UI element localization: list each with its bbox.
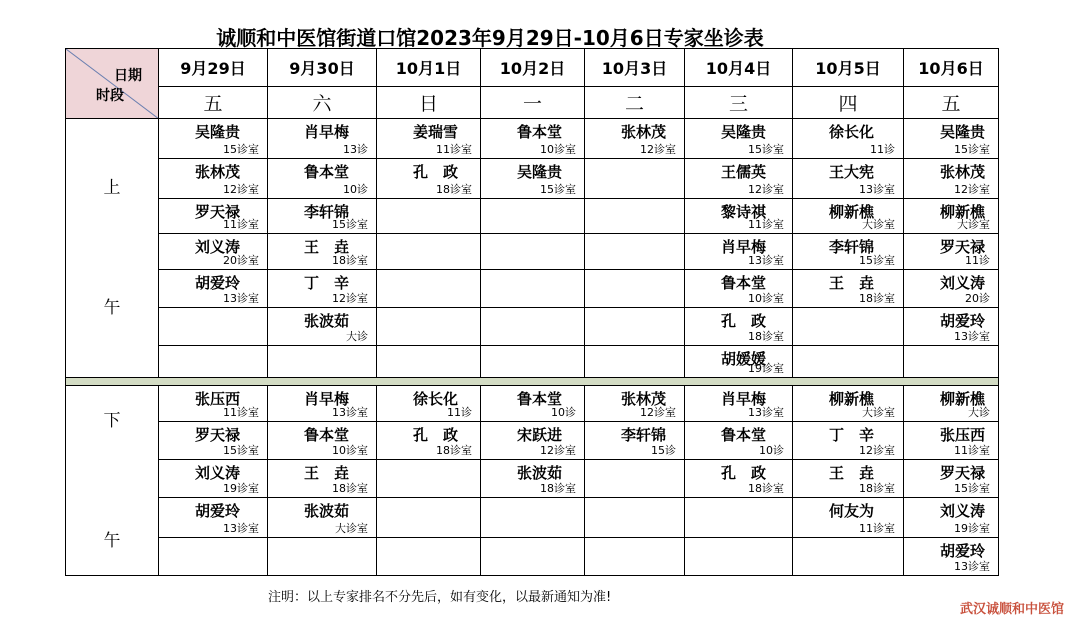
- period-divider: [66, 378, 999, 386]
- doctor-name: 胡爱玲: [940, 542, 986, 560]
- schedule-cell: [481, 346, 585, 378]
- room-label: 12诊室: [748, 183, 784, 196]
- weekday-header: 二: [585, 87, 685, 119]
- schedule-cell: [377, 538, 481, 576]
- schedule-cell: [268, 119, 377, 159]
- weekday-header: 日: [377, 87, 481, 119]
- schedule-cell: [268, 538, 377, 576]
- schedule-cell: [159, 119, 268, 159]
- room-label: 15诊室: [223, 143, 259, 156]
- afternoon-row: [66, 460, 999, 498]
- schedule-cell: [268, 422, 377, 460]
- doctor-name: 张压西: [940, 426, 986, 444]
- doctor-name: 肖早梅: [721, 390, 767, 408]
- schedule-cell: [585, 308, 685, 346]
- room-label: 20诊室: [223, 254, 259, 267]
- schedule-cell: [904, 199, 999, 234]
- schedule-cell: [377, 159, 481, 199]
- schedule-cell: [159, 498, 268, 538]
- doctor-name: 丁 辛: [304, 274, 350, 292]
- doctor-name: 宋跃进: [517, 426, 563, 444]
- schedule-cell: [904, 119, 999, 159]
- doctor-name: 张波茹: [304, 502, 350, 520]
- doctor-name: 张波茹: [517, 464, 563, 482]
- room-label: 13诊室: [332, 406, 368, 419]
- schedule-cell: [793, 346, 904, 378]
- schedule-cell: [377, 199, 481, 234]
- schedule-cell: [904, 460, 999, 498]
- period-text: 下 午: [103, 410, 121, 551]
- period-axis-label: 时段: [96, 88, 124, 104]
- doctor-name: 王 垚: [304, 238, 350, 256]
- doctor-name: 刘义涛: [195, 464, 241, 482]
- schedule-cell: [268, 199, 377, 234]
- doctor-name: 鲁本堂: [721, 426, 767, 444]
- room-label: 12诊室: [540, 444, 576, 457]
- schedule-cell: [793, 386, 904, 422]
- doctor-name: 张林茂: [621, 390, 667, 408]
- schedule-cell: [585, 386, 685, 422]
- doctor-name: 王儒英: [721, 163, 767, 181]
- schedule-cell: [793, 498, 904, 538]
- doctor-name: 何友为: [829, 502, 875, 520]
- schedule-cell: [904, 308, 999, 346]
- room-label: 12诊室: [954, 183, 990, 196]
- doctor-name: 胡爱玲: [940, 312, 986, 330]
- doctor-name: 王 垚: [304, 464, 350, 482]
- doctor-name: 张波茹: [304, 312, 350, 330]
- room-label: 大诊室: [335, 522, 368, 535]
- room-label: 18诊室: [748, 482, 784, 495]
- schedule-cell: [793, 460, 904, 498]
- doctor-name: 孔 政: [413, 163, 459, 181]
- schedule-cell: [268, 386, 377, 422]
- room-label: 15诊室: [859, 254, 895, 267]
- schedule-cell: [377, 346, 481, 378]
- room-label: 11诊: [447, 406, 472, 419]
- schedule-cell: [377, 386, 481, 422]
- afternoon-row: [66, 498, 999, 538]
- room-label: 10诊: [759, 444, 784, 457]
- doctor-name: 黎诗祺: [721, 203, 767, 221]
- schedule-cell: [481, 159, 585, 199]
- room-label: 13诊室: [748, 254, 784, 267]
- room-label: 19诊室: [223, 482, 259, 495]
- morning-row: [66, 234, 999, 270]
- room-label: 15诊室: [954, 143, 990, 156]
- afternoon-row: [66, 386, 999, 422]
- date-axis-label: 日期: [114, 68, 142, 84]
- schedule-cell: [585, 538, 685, 576]
- doctor-name: 鲁本堂: [304, 163, 350, 181]
- room-label: 11诊室: [436, 143, 472, 156]
- room-label: 15诊室: [223, 444, 259, 457]
- schedule-cell: [481, 386, 585, 422]
- doctor-name: 吴隆贵: [517, 163, 563, 181]
- schedule-cell: [904, 270, 999, 308]
- schedule-cell: [793, 308, 904, 346]
- room-label: 大诊室: [862, 218, 895, 231]
- room-label: 13诊室: [223, 292, 259, 305]
- schedule-cell: [159, 199, 268, 234]
- schedule-table: [65, 48, 999, 576]
- doctor-name: 吴隆贵: [721, 123, 767, 141]
- room-label: 13诊: [343, 143, 368, 156]
- doctor-name: 张林茂: [621, 123, 667, 141]
- date-header: 9月30日: [268, 49, 377, 87]
- weekday-header: 五: [159, 87, 268, 119]
- room-label: 11诊室: [223, 218, 259, 231]
- room-label: 12诊室: [859, 444, 895, 457]
- room-label: 11诊: [870, 143, 895, 156]
- doctor-name: 徐长化: [413, 390, 459, 408]
- schedule-cell: [377, 308, 481, 346]
- schedule-cell: [268, 270, 377, 308]
- room-label: 12诊室: [640, 143, 676, 156]
- morning-row: [66, 270, 999, 308]
- afternoon-row: [66, 422, 999, 460]
- schedule-cell: [585, 460, 685, 498]
- schedule-title: 诚顺和中医馆街道口馆2023年9月29日-10月6日专家坐诊表: [216, 26, 764, 50]
- doctor-name: 肖早梅: [304, 123, 350, 141]
- weekday-header: 一: [481, 87, 585, 119]
- schedule-cell: [377, 270, 481, 308]
- schedule-cell: [481, 199, 585, 234]
- room-label: 10诊室: [332, 444, 368, 457]
- doctor-name: 胡爱玲: [195, 274, 241, 292]
- schedule-cell: [685, 308, 793, 346]
- morning-row: [66, 199, 999, 234]
- doctor-name: 李轩锦: [621, 426, 667, 444]
- schedule-cell: [481, 119, 585, 159]
- date-header: 10月2日: [481, 49, 585, 87]
- schedule-cell: [377, 460, 481, 498]
- room-label: 11诊室: [748, 218, 784, 231]
- schedule-cell: [585, 270, 685, 308]
- schedule-cell: [904, 159, 999, 199]
- doctor-name: 刘义涛: [940, 274, 986, 292]
- doctor-name: 张林茂: [195, 163, 241, 181]
- doctor-name: 王 垚: [829, 464, 875, 482]
- date-header: 10月3日: [585, 49, 685, 87]
- doctor-name: 胡媛媛: [721, 350, 767, 368]
- room-label: 18诊室: [540, 482, 576, 495]
- room-label: 13诊室: [954, 330, 990, 343]
- weekday-header: 三: [685, 87, 793, 119]
- room-label: 19诊室: [954, 522, 990, 535]
- corner-header: [66, 49, 159, 119]
- afternoon-period-label: [66, 386, 159, 576]
- doctor-name: 鲁本堂: [721, 274, 767, 292]
- date-header: 10月4日: [685, 49, 793, 87]
- date-header: 10月1日: [377, 49, 481, 87]
- schedule-cell: [904, 498, 999, 538]
- schedule-cell: [685, 538, 793, 576]
- room-label: 13诊室: [748, 406, 784, 419]
- morning-period-label: [66, 119, 159, 378]
- morning-row: [66, 119, 999, 159]
- schedule-cell: [268, 346, 377, 378]
- date-header: 10月6日: [904, 49, 999, 87]
- schedule-cell: [481, 234, 585, 270]
- room-label: 18诊室: [436, 444, 472, 457]
- room-label: 大诊室: [862, 406, 895, 419]
- doctor-name: 柳新樵: [940, 203, 986, 221]
- room-label: 15诊室: [748, 143, 784, 156]
- room-label: 13诊室: [954, 560, 990, 573]
- doctor-name: 刘义涛: [940, 502, 986, 520]
- room-label: 18诊室: [332, 254, 368, 267]
- schedule-cell: [685, 460, 793, 498]
- schedule-cell: [685, 234, 793, 270]
- room-label: 19诊室: [748, 362, 784, 375]
- doctor-name: 罗天禄: [195, 203, 241, 221]
- footer-note: 注明：以上专家排名不分先后，如有变化，以最新通知为准!: [268, 590, 612, 605]
- doctor-name: 肖早梅: [304, 390, 350, 408]
- afternoon-row: [66, 538, 999, 576]
- room-label: 18诊室: [859, 292, 895, 305]
- room-label: 15诊室: [332, 218, 368, 231]
- schedule-cell: [685, 346, 793, 378]
- doctor-name: 罗天禄: [940, 238, 986, 256]
- brand-watermark: 武汉诚顺和中医馆: [960, 602, 1065, 617]
- schedule-cell: [159, 308, 268, 346]
- schedule-cell: [481, 498, 585, 538]
- schedule-cell: [793, 270, 904, 308]
- schedule-cell: [159, 422, 268, 460]
- doctor-name: 张压西: [195, 390, 241, 408]
- room-label: 15诊室: [540, 183, 576, 196]
- doctor-name: 孔 政: [721, 464, 767, 482]
- schedule-cell: [268, 159, 377, 199]
- doctor-name: 徐长化: [829, 123, 875, 141]
- doctor-name: 肖早梅: [721, 238, 767, 256]
- room-label: 18诊室: [332, 482, 368, 495]
- doctor-name: 罗天禄: [195, 426, 241, 444]
- schedule-cell: [793, 234, 904, 270]
- doctor-name: 李轩锦: [304, 203, 350, 221]
- date-header: 10月5日: [793, 49, 904, 87]
- room-label: 11诊室: [859, 522, 895, 535]
- room-label: 10诊: [343, 183, 368, 196]
- doctor-name: 鲁本堂: [304, 426, 350, 444]
- schedule-cell: [159, 460, 268, 498]
- schedule-cell: [685, 270, 793, 308]
- doctor-name: 吴隆贵: [195, 123, 241, 141]
- doctor-name: 刘义涛: [195, 238, 241, 256]
- schedule-cell: [159, 346, 268, 378]
- period-text: 上 午: [103, 178, 121, 318]
- room-label: 18诊室: [748, 330, 784, 343]
- schedule-cell: [904, 234, 999, 270]
- schedule-cell: [377, 234, 481, 270]
- doctor-name: 柳新樵: [940, 390, 986, 408]
- schedule-cell: [268, 234, 377, 270]
- schedule-cell: [268, 498, 377, 538]
- doctor-name: 鲁本堂: [517, 390, 563, 408]
- schedule-cell: [685, 422, 793, 460]
- room-label: 12诊室: [332, 292, 368, 305]
- room-label: 11诊室: [223, 406, 259, 419]
- schedule-cell: [904, 538, 999, 576]
- schedule-cell: [793, 199, 904, 234]
- doctor-name: 罗天禄: [940, 464, 986, 482]
- doctor-name: 柳新樵: [829, 203, 875, 221]
- doctor-name: 李轩锦: [829, 238, 875, 256]
- doctor-name: 张林茂: [940, 163, 986, 181]
- schedule-cell: [159, 386, 268, 422]
- date-header: 9月29日: [159, 49, 268, 87]
- room-label: 13诊室: [223, 522, 259, 535]
- schedule-cell: [585, 346, 685, 378]
- room-label: 10诊: [551, 406, 576, 419]
- schedule-cell: [159, 538, 268, 576]
- schedule-cell: [904, 386, 999, 422]
- schedule-cell: [685, 159, 793, 199]
- morning-row: [66, 308, 999, 346]
- schedule-cell: [793, 538, 904, 576]
- schedule-cell: [585, 159, 685, 199]
- room-label: 大诊: [346, 330, 368, 343]
- diagonal-divider: [66, 49, 159, 119]
- schedule-cell: [793, 119, 904, 159]
- room-label: 10诊室: [540, 143, 576, 156]
- schedule-cell: [585, 234, 685, 270]
- schedule-cell: [268, 460, 377, 498]
- schedule-cell: [585, 422, 685, 460]
- schedule-cell: [793, 422, 904, 460]
- room-label: 大诊: [968, 406, 990, 419]
- room-label: 12诊室: [640, 406, 676, 419]
- room-label: 11诊室: [954, 444, 990, 457]
- schedule-cell: [685, 199, 793, 234]
- schedule-cell: [481, 460, 585, 498]
- room-label: 13诊室: [859, 183, 895, 196]
- schedule-cell: [685, 386, 793, 422]
- doctor-name: 吴隆贵: [940, 123, 986, 141]
- doctor-name: 孔 政: [413, 426, 459, 444]
- schedule-cell: [481, 422, 585, 460]
- weekday-header: 六: [268, 87, 377, 119]
- schedule-cell: [904, 346, 999, 378]
- doctor-name: 王 垚: [829, 274, 875, 292]
- doctor-name: 姜瑞雪: [413, 123, 459, 141]
- schedule-cell: [377, 119, 481, 159]
- schedule-cell: [585, 119, 685, 159]
- schedule-cell: [159, 159, 268, 199]
- schedule-cell: [585, 199, 685, 234]
- room-label: 20诊: [965, 292, 990, 305]
- schedule-cell: [585, 498, 685, 538]
- schedule-cell: [159, 270, 268, 308]
- room-label: 12诊室: [223, 183, 259, 196]
- doctor-name: 丁 辛: [829, 426, 875, 444]
- room-label: 11诊: [965, 254, 990, 267]
- schedule-cell: [685, 498, 793, 538]
- room-label: 15诊室: [954, 482, 990, 495]
- schedule-cell: [377, 498, 481, 538]
- doctor-name: 孔 政: [721, 312, 767, 330]
- room-label: 10诊室: [748, 292, 784, 305]
- doctor-name: 鲁本堂: [517, 123, 563, 141]
- schedule-cell: [793, 159, 904, 199]
- weekday-header: 五: [904, 87, 999, 119]
- schedule-cell: [377, 422, 481, 460]
- room-label: 大诊室: [957, 218, 990, 231]
- divider-band: [66, 378, 999, 386]
- schedule-cell: [904, 422, 999, 460]
- room-label: 18诊室: [859, 482, 895, 495]
- schedule-cell: [481, 270, 585, 308]
- morning-row: [66, 159, 999, 199]
- morning-row: [66, 346, 999, 378]
- schedule-cell: [481, 308, 585, 346]
- weekday-header: 四: [793, 87, 904, 119]
- schedule-cell: [481, 538, 585, 576]
- date-header-row: [66, 49, 999, 87]
- doctor-name: 柳新樵: [829, 390, 875, 408]
- schedule-cell: [685, 119, 793, 159]
- schedule-cell: [159, 234, 268, 270]
- schedule-cell: [268, 308, 377, 346]
- weekday-header-row: [66, 87, 999, 119]
- room-label: 18诊室: [436, 183, 472, 196]
- doctor-name: 王大宪: [829, 163, 875, 181]
- room-label: 15诊: [651, 444, 676, 457]
- doctor-name: 胡爱玲: [195, 502, 241, 520]
